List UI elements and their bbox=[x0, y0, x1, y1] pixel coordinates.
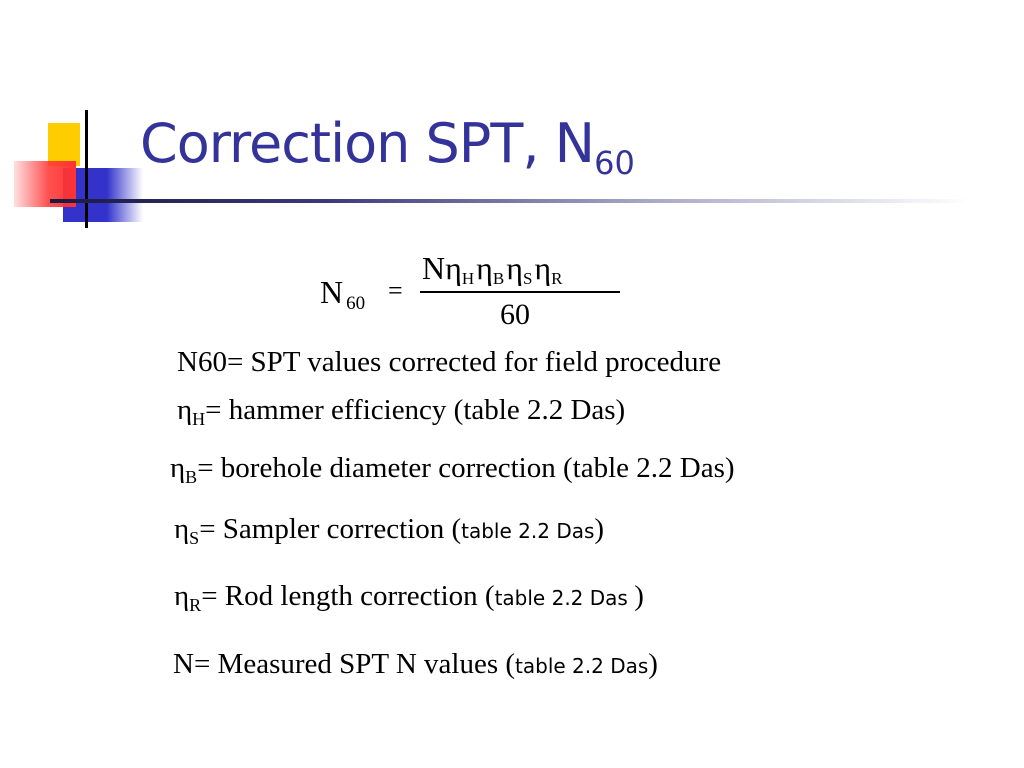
yellow-square bbox=[48, 123, 80, 166]
measured-ref: table 2.2 Das bbox=[515, 654, 649, 678]
formula-numerator bbox=[422, 250, 564, 287]
formula-lhs bbox=[320, 274, 366, 314]
measured-text: N= Measured SPT N values ( bbox=[173, 648, 516, 680]
eta-h: η bbox=[445, 250, 462, 286]
slide-title bbox=[140, 112, 635, 182]
measured-close: ) bbox=[648, 648, 658, 680]
definition-borehole bbox=[170, 452, 735, 485]
numerator-n: N bbox=[422, 250, 446, 286]
borehole-sub: B bbox=[185, 467, 198, 487]
hammer-text: = hammer efficiency (table 2.2 Das) bbox=[205, 394, 626, 426]
hammer-eta: η bbox=[177, 394, 193, 426]
fraction-bar bbox=[420, 291, 620, 293]
rod-sub: R bbox=[189, 595, 202, 615]
borehole-eta: η bbox=[170, 452, 186, 484]
hammer-sub: H bbox=[192, 409, 206, 429]
rod-text: = Rod length correction ( bbox=[201, 580, 495, 612]
definition-sampler bbox=[174, 513, 604, 546]
n60-formula bbox=[320, 246, 640, 336]
sub-s: S bbox=[522, 269, 533, 288]
sampler-ref: table 2.2 Das bbox=[461, 519, 595, 543]
lhs-n: N bbox=[320, 274, 344, 310]
title-underline bbox=[50, 199, 970, 203]
sampler-sub: S bbox=[189, 528, 200, 548]
eta-s: η bbox=[506, 250, 523, 286]
formula-equals: = bbox=[388, 276, 403, 305]
sub-r: R bbox=[551, 269, 563, 288]
sub-h: H bbox=[461, 269, 475, 288]
eta-r: η bbox=[534, 250, 552, 286]
rod-ref: table 2.2 Das bbox=[494, 586, 635, 610]
borehole-text: = borehole diameter correction (table 2.2 Das) bbox=[197, 452, 735, 484]
definition-rod bbox=[174, 580, 644, 613]
formula-denominator: 60 bbox=[500, 298, 530, 331]
eta-b: η bbox=[476, 250, 493, 286]
lhs-subscript: 60 bbox=[346, 293, 366, 314]
rod-close: ) bbox=[634, 580, 644, 612]
definition-n60: N60= SPT values corrected for field procedure bbox=[177, 346, 722, 378]
sampler-eta: η bbox=[174, 513, 190, 545]
sub-b: B bbox=[492, 269, 505, 288]
definition-hammer bbox=[177, 394, 625, 427]
definition-measured bbox=[173, 648, 658, 681]
rod-eta: η bbox=[174, 580, 190, 612]
title-subscript: 60 bbox=[594, 144, 635, 182]
sampler-text: = Sampler correction ( bbox=[199, 513, 462, 545]
vertical-rule bbox=[85, 110, 88, 228]
title-main: Correction SPT, N bbox=[140, 112, 595, 175]
sampler-close: ) bbox=[594, 513, 605, 545]
